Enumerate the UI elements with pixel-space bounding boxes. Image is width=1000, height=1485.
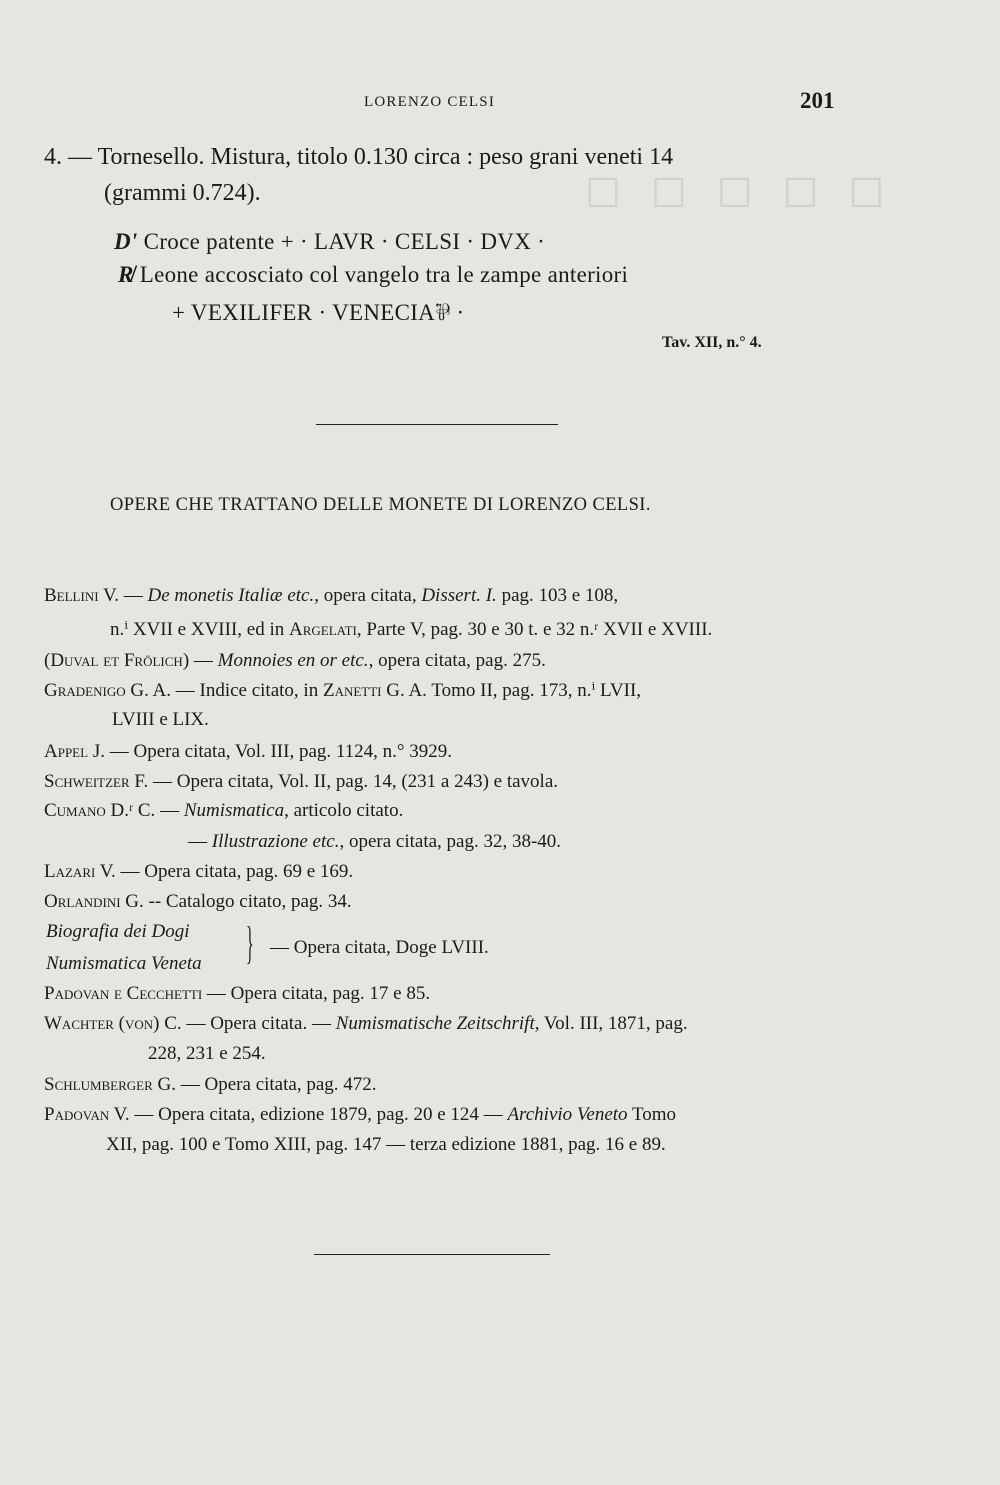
bib-entry-appel: Appel J. — Opera citata, Vol. III, pag. 1124, n.° 3929. [44,741,453,762]
coin-description-line2: (grammi 0.724). [104,180,261,206]
bib-entry-duval: (Duval et Frölich) — Monnoies en or etc., opera citata, pag. 275. [44,650,546,671]
obverse-text: Croce patente + · LAVR · CELSI · DVX · [143,229,546,254]
bib-entry-cumano-cont: — Illustrazione etc., opera citata, pag. 32, 38-40. [188,831,562,852]
page-number: 201 [800,88,835,113]
bib-entry-lazari: Lazari V. — Opera citata, pag. 69 e 169. [44,861,354,882]
bleed-through-decoration: ☐ ☐ ☐ ☐ ☐ [585,171,895,216]
reverse-line [118,262,628,288]
section-divider-bottom [314,1254,550,1255]
running-header-title: LORENZO CELSI [364,94,496,110]
bib-entry-cumano: Cumano D.ʳ C. — Numismatica, articolo citato. [44,800,404,821]
reverse-legend: + VEXILIFER · VENECIA⅌ · [172,300,465,325]
section-divider-top [316,424,558,425]
bib-entry-padovan-v-cont: XII, pag. 100 e Tomo XIII, pag. 147 — terza edizione 1881, pag. 16 e 89. [106,1134,666,1155]
bib-entry-numismatica-veneta: Numismatica Veneta [46,953,202,974]
bib-entry-gradenigo-cont: LVIII e LIX. [112,709,209,730]
bib-entry-doge: — Opera citata, Doge LVIII. [270,937,489,958]
bib-entry-bellini: Bellini V. — De monetis Italiæ etc., opera citata, Dissert. I. pag. 103 e 108, [44,585,619,606]
coin-description-line1: 4. — Tornesello. Mistura, titolo 0.130 circa : peso grani veneti 14 [44,144,674,170]
reverse-text: Leone accosciato col vangelo tra le zampe anteriori [139,262,629,287]
section-heading: OPERE CHE TRATTANO DELLE MONETE DI LORENZO CELSI. [110,495,651,515]
bib-entry-orlandini: Orlandini G. -- Catalogo citato, pag. 34. [44,891,352,912]
bib-entry-padovan-cecchetti: Padovan e Cecchetti — Opera citata, pag. 17 e 85. [44,983,431,1004]
reverse-symbol: R̸ [118,262,134,287]
brace-symbol: } [246,917,254,968]
bib-entry-schweitzer: Schweitzer F. — Opera citata, Vol. II, pag. 14, (231 a 243) e tavola. [44,771,559,792]
bib-entry-padovan-v: Padovan V. — Opera citata, edizione 1879, pag. 20 e 124 — Archivio Veneto Tomo [44,1104,677,1125]
obverse-line [114,229,545,255]
bib-entry-wachter: Wachter (von) C. — Opera citata. — Numismatische Zeitschrift, Vol. III, 1871, pag. [44,1013,688,1034]
obverse-symbol: D' [114,229,138,254]
bib-entry-bellini-cont: n.ⁱ XVII e XVIII, ed in Argelati, Parte V, pag. 30 e 30 t. e 32 n.ʳ XVII e XVIII. [110,619,713,640]
plate-reference: Tav. XII, n.° 4. [662,334,762,351]
bib-entry-wachter-cont: 228, 231 e 254. [148,1043,266,1064]
bib-entry-biografia: Biografia dei Dogi [46,921,190,942]
bib-entry-schlumberger: Schlumberger G. — Opera citata, pag. 472. [44,1074,377,1095]
bib-entry-gradenigo: Gradenigo G. A. — Indice citato, in Zanetti G. A. Tomo II, pag. 173, n.ⁱ LVII, [44,680,642,701]
